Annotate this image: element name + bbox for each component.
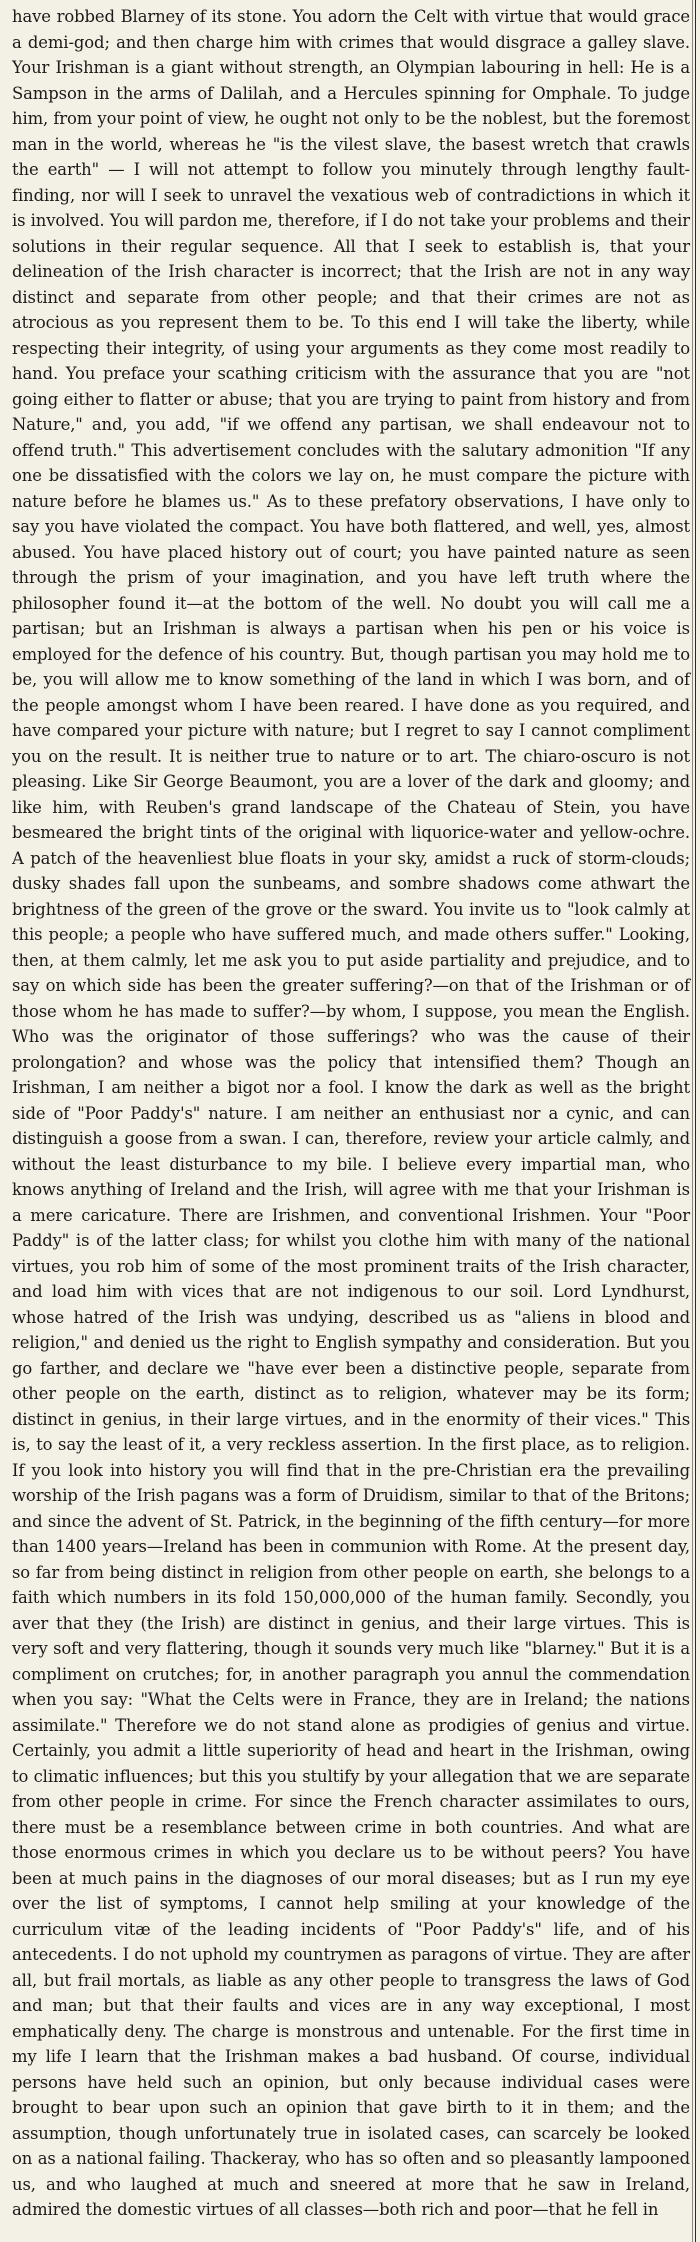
article-body: have robbed Blarney of its stone. You adorn the Celt with virtue that would grace a demi-god; and then charge him with crimes that would disgrace a galley slave. Your Irishman is a giant without strength, an Olympian labouring in hell: He is a Sampson in the arms of Dalilah, and a Hercules spinning for Omphale. To judge him, from your point of view, he ought not only to be the noblest, but the foremost man in the world, whereas he "is the vilest slave, the basest wretch that crawls the earth" — I will not attempt to follow you minutely through lengthy fault-finding, nor will I seek to unravel the vexatious web of contradictions in which it is involved. You will pardon me, therefore, if I do not take your problems and their solutions in their regular sequence. All that I seek to establish is, that your delineation of the Irish character is incorrect; that the Irish are not in any way distinct and separate from other people; and that their crimes are not as atrocious as you represent them to be. To this end I will take the liberty, while respecting their integrity, of using your arguments as they come most readily to hand. You preface your scathing criticism with the assurance that you are "not going either to flatter or abuse; that you are trying to paint from history and from Nature," and, you add, "if we offend any partisan, we shall endeavour not to offend truth." This advertisement concludes with the salutary admonition "If any one be dissatisfied with the colors we lay on, he must compare the picture with nature before he blames us." As to these prefatory observations, I have only to say you have violated the compact. You have both flattered, and well, yes, almost abused. You have placed history out of court; you have painted nature as seen through the prism of your imagination, and you have left truth where the philosopher found it—at the bottom of the well. No doubt you will call me a partisan; but an Irishman is always a partisan when his pen or his voice is employed for the defence of his country. But, though partisan you may hold me to be, you will allow me to know something of the land in which I was born, and of the people amongst whom I have been reared. I have done as you required, and have compared your picture with nature; but I regret to say I cannot compliment you on the result. It is neither true to nature or to art. The chiaro-oscuro is not pleasing. Like Sir George Beaumont, you are a lover of the dark and gloomy; and like him, with Reuben's grand landscape of the Chateau of Stein, you have besmeared the bright tints of the original with liquorice-water and yellow-ochre. A patch of the heavenliest blue floats in your sky, amidst a ruck of storm-clouds; dusky shades fall upon the sunbeams, and sombre shadows come athwart the brightness of the green of the grove or the sward. You invite us to "look calmly at this people; a people who have suffered much, and made others suffer." Looking, then, at them calmly, let me ask you to put aside partiality and prejudice, and to say on which side has been the greater suffering?—on that of the Irishman or of those whom he has made to suffer?—by whom, I suppose, you mean the English. Who was the originator of those sufferings? who was the cause of their prolongation? and whose was the policy that intensified them? Though an Irishman, I am neither a bigot nor a fool. I know the dark as well as the bright side of "Poor Paddy's" nature. I am neither an enthusiast nor a cynic, and can distinguish a goose from a swan. I can, therefore, review your article calmly, and without the least disturbance to my bile. I believe every impartial man, who knows anything of Ireland and the Irish, will agree with me that your Irishman is a mere caricature. There are Irishmen, and conventional Irishmen. Your "Poor Paddy" is of the latter class; for whilst you clothe him with many of the national virtues, you rob him of some of the most prominent traits of the Irish character, and load him with vices that are not indigenous to our soil. Lord Lyndhurst, whose hatred of the Irish was undying, described us as "aliens in blood and religion," and denied us the right to English sympathy and consideration. But you go farther, and declare we "have ever been a distinctive people, separate from other people on the earth, distinct as to religion, whatever may be its form; distinct in genius, in their large virtues, and in the enormity of their vices." This is, to say the least of it, a very reckless assertion. In the first place, as to religion. If you look into history you will find that in the pre-Christian era the prevailing worship of the Irish pagans was a form of Druidism, similar to that of the Britons; and since the advent of St. Patrick, in the beginning of the fifth century—for more than 1400 years—Ireland has been in communion with Rome. At the present day, so far from being distinct in religion from other people on earth, she belongs to a faith which numbers in its fold 150,000,000 of the human family. Secondly, you aver that they (the Irish) are distinct in genius, and their large virtues. This is very soft and very flattering, though it sounds very much like "blarney." But it is a compliment on crutches; for, in another paragraph you annul the commendation when you say: "What the Celts were in France, they are in Ireland; the nations assimilate." Therefore we do not stand alone as prodigies of genius and virtue. Certainly, you admit a little superiority of head and heart in the Irishman, owing to climatic influences; but this you stultify by your allegation that we are separate from other people in crime. For since the French character assimilates to ours, there must be a resemblance between crime in both countries. And what are those enormous crimes in which you declare us to be without peers? You have been at much pains in the diagnoses of our moral diseases; but as I run my eye over the list of symptoms, I cannot help smiling at your knowledge of the curriculum vitæ of the leading incidents of "Poor Paddy's" life, and of his antecedents. I do not uphold my countrymen as paragons of virtue. They are after all, but frail mortals, as liable as any other people to transgress the laws of God and man; but that their faults and vices are in any way exceptional, I most emphatically deny. The charge is monstrous and untenable. For the first time in my life I learn that the Irishman makes a bad husband. Of course, individual persons have held such an opinion, but only because individual cases were brought to bear upon such an opinion that gave birth to it in them; and the assumption, though unfortunately true in isolated cases, can scarcely be looked on as a national failing. Thackeray, who has so often and so pleasantly lampooned us, and who laughed at much and sneered at more that he saw in Ireland, admired the domestic virtues of all classes—both rich and poor—that he fell in <box>12 7 690 2219</box>
column-rule-inner <box>692 0 693 2242</box>
column-rule <box>695 0 696 2242</box>
